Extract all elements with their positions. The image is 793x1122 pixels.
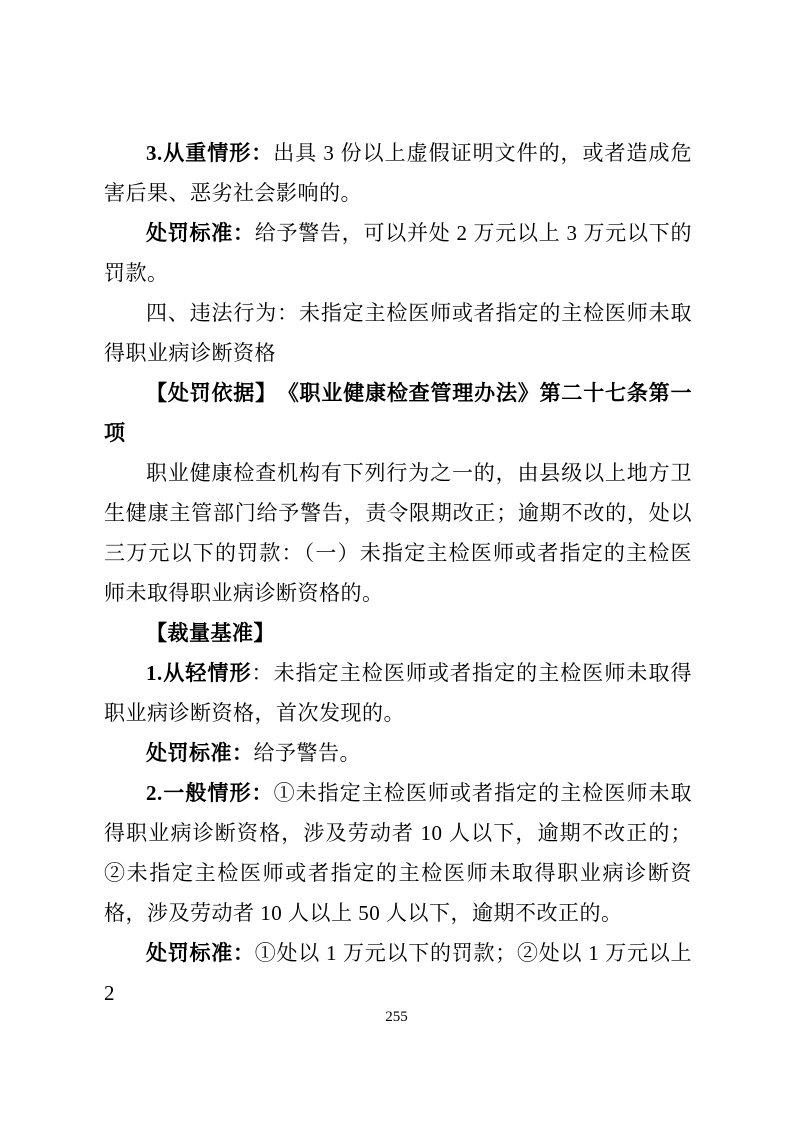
body-text: ：未指定主检医师或者指定的主检医师未取得职业病诊断资格，首次发现的。 <box>104 661 693 725</box>
body-text: 给予警告。 <box>253 741 361 765</box>
paragraph <box>104 733 692 773</box>
page-number: 255 <box>385 1009 408 1025</box>
paragraph <box>104 613 692 653</box>
document-body <box>104 133 692 1013</box>
paragraph <box>104 213 692 293</box>
body-text: 给予警告，可以并处 2 万元以上 3 万元以下的罚款。 <box>104 221 692 285</box>
bold-text: 处罚标准： <box>146 941 255 965</box>
bold-text: 处罚标准： <box>146 221 255 245</box>
body-text: 出具 3 份以上虚假证明文件的，或者造成危害后果、恶劣社会影响的。 <box>104 141 693 205</box>
paragraph <box>104 933 692 1013</box>
bold-text: 1.从轻情形 <box>146 661 252 685</box>
body-text: 四、违法行为：未指定主检医师或者指定的主检医师未取得职业病诊断资格 <box>104 301 692 365</box>
paragraph <box>104 653 692 733</box>
bold-text: 【处罚依据】 《职业健康检查管理办法》第二十七条第一项 <box>104 381 692 445</box>
bold-text: 【裁量基准】 <box>146 621 275 645</box>
bold-text: 3.从重情形： <box>146 141 274 165</box>
bold-text: 2.一般情形： <box>146 781 274 805</box>
paragraph <box>104 293 692 373</box>
body-text: ①处以 1 万元以下的罚款；②处以 1 万元以上 2 <box>104 941 692 1005</box>
paragraph <box>104 373 692 453</box>
paragraph <box>104 133 692 213</box>
bold-text: 处罚标准： <box>146 741 254 765</box>
body-text: ①未指定主检医师或者指定的主检医师未取得职业病诊断资格，涉及劳动者 10 人以下，逾期不改正的；②未指定主检医师或者指定的主检医师未取得职业病诊断资格，涉及劳动者 10 人以上 50 人以下，逾期不改正的。 <box>104 781 692 925</box>
paragraph <box>104 773 692 933</box>
body-text: 职业健康检查机构有下列行为之一的，由县级以上地方卫生健康主管部门给予警告，责令限期改正；逾期不改的，处以三万元以下的罚款：（一）未指定主检医师或者指定的主检医师未取得职业病诊断资格的。 <box>104 461 692 605</box>
paragraph <box>104 453 692 613</box>
